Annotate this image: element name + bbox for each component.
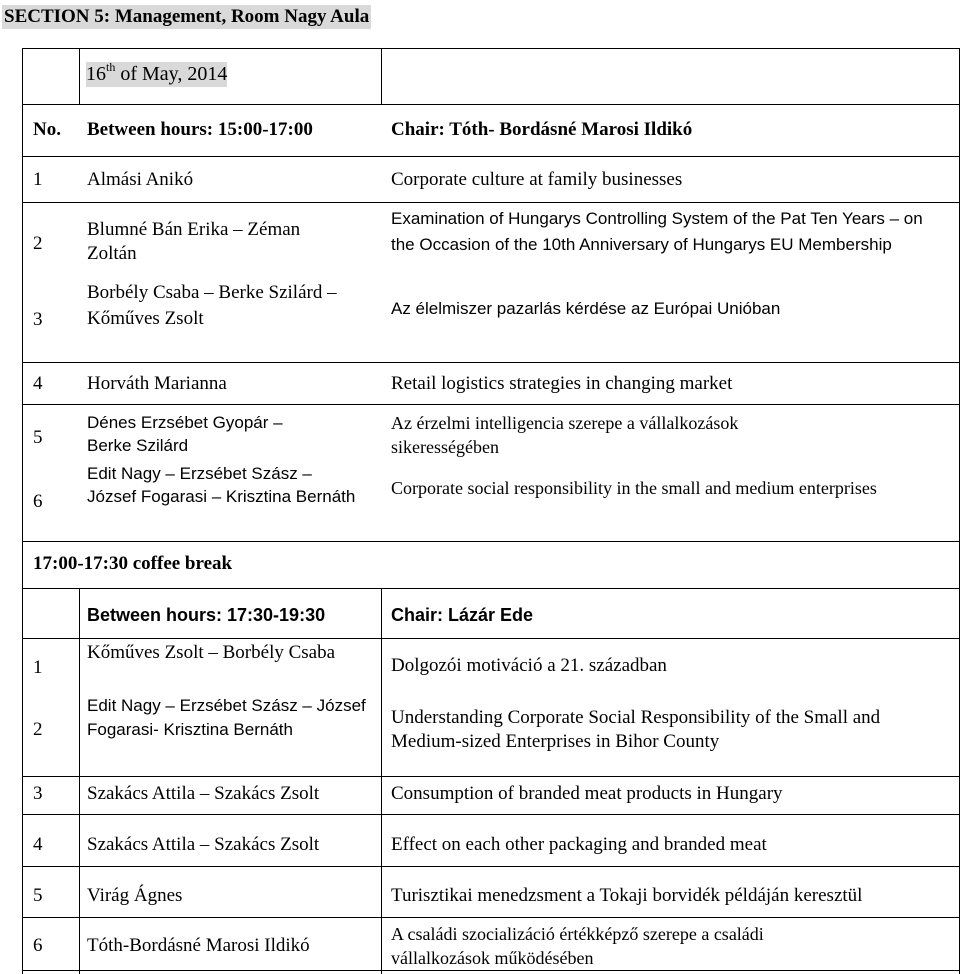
talk-number: 4 [33, 834, 43, 855]
row-divider [22, 588, 960, 589]
talk-author: Szakács Attila – Szakács Zsolt [87, 783, 320, 804]
talk-title: Az érzelmi intelligencia szerepe a vállalkozások sikerességében [391, 413, 739, 457]
talk-author: Kőműves Zsolt – Borbély Csaba [87, 642, 336, 663]
column-divider-1 [79, 48, 80, 104]
col-no-header: No. [33, 119, 61, 140]
table-bottom-border [22, 970, 960, 971]
talk-number: 2 [33, 233, 43, 254]
row-divider [22, 404, 960, 405]
talk-author: Almási Anikó [87, 169, 194, 190]
talk-title: Understanding Corporate Social Responsibility of the Small and Medium-sized Enterprises in Bihor County [391, 707, 881, 752]
session-chair: Chair: Lázár Ede [391, 605, 534, 625]
row-divider [22, 776, 960, 777]
talk-title: A családi szocializáció értékképző szerepe a családi vállalkozások működésében [391, 924, 764, 968]
row-divider [22, 541, 960, 542]
talk-number: 6 [33, 935, 43, 956]
talk-author: Edit Nagy – Erzsébet Szász – József Fogarasi – Krisztina Bernáth [87, 464, 356, 506]
session-hours: Between hours: 17:30-19:30 [87, 605, 326, 625]
session-hours: Between hours: 15:00-17:00 [87, 119, 313, 140]
session-date: 16th of May, 2014 [86, 60, 228, 85]
coffee-break: 17:00-17:30 coffee break [33, 553, 233, 574]
talk-number: 4 [33, 373, 43, 394]
table-top-border [22, 48, 960, 49]
table-left-border [22, 48, 23, 974]
talk-number: 3 [33, 783, 43, 804]
column-divider-2 [381, 48, 382, 104]
row-divider [22, 202, 960, 203]
talk-number: 2 [33, 719, 43, 740]
talk-number: 1 [33, 657, 43, 678]
talk-title: Dolgozói motiváció a 21. században [391, 655, 667, 676]
talk-title: Corporate culture at family businesses [391, 169, 683, 190]
talk-title: Az élelmiszer pazarlás kérdése az Európai Unióban [391, 299, 781, 318]
row-divider [22, 638, 960, 639]
talk-number: 3 [33, 309, 43, 330]
talk-title: Effect on each other packaging and branded meat [391, 834, 767, 855]
row-divider [22, 104, 960, 105]
row-divider [22, 156, 960, 157]
row-divider [22, 866, 960, 867]
talk-number: 5 [33, 885, 43, 906]
section-title: SECTION 5: Management, Room Nagy Aula [4, 6, 370, 27]
talk-title: Corporate social responsibility in the small and medium enterprises [391, 478, 877, 498]
row-divider [22, 362, 960, 363]
row-divider [22, 814, 960, 815]
talk-number: 5 [33, 427, 43, 448]
talk-number: 6 [33, 491, 43, 512]
session-chair: Chair: Tóth- Bordásné Marosi Ildikó [391, 119, 693, 140]
talk-title: Consumption of branded meat products in Hungary [391, 783, 783, 804]
talk-title: Turisztikai menedzsment a Tokaji borvidék példáján keresztül [391, 885, 863, 906]
talk-author: Szakács Attila – Szakács Zsolt [87, 834, 320, 855]
talk-number: 1 [33, 169, 43, 190]
talk-author: Virág Ágnes [87, 885, 183, 906]
talk-author: Tóth-Bordásné Marosi Ildikó [87, 935, 310, 956]
talk-author: Blumné Bán Erika – Zéman Zoltán [87, 219, 301, 264]
talk-title: Retail logistics strategies in changing market [391, 373, 733, 394]
talk-author: Horváth Marianna [87, 373, 227, 394]
talk-author: Dénes Erzsébet Gyopár – Berke Szilárd [87, 413, 283, 455]
talk-author: Borbély Csaba – Berke Szilárd – Kőműves Zsolt [87, 282, 337, 329]
talk-title: Examination of Hungarys Controlling System of the Pat Ten Years – on the Occasion of the 10th Anniversary of Hungarys EU Membership [391, 209, 923, 254]
row-divider [22, 917, 960, 918]
talk-author: Edit Nagy – Erzsébet Szász – József Fogarasi- Krisztina Bernáth [87, 696, 366, 739]
